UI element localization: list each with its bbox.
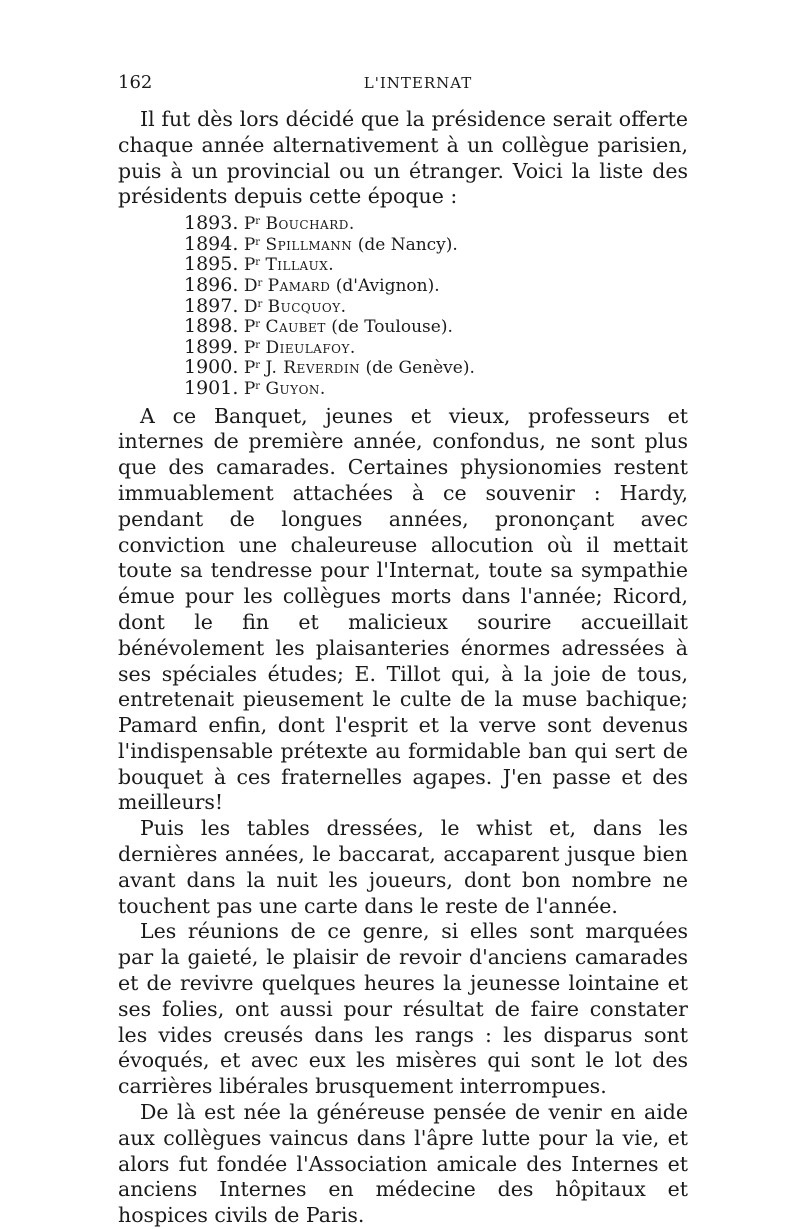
list-item: 1895. $P^r$ Tillaux. [184, 253, 334, 276]
running-title: L'INTERNAT [363, 74, 473, 92]
list-item: 1894. $P^r$ Spillmann (de Nancy). [184, 232, 458, 255]
list-item: 1897. $D^r$ Bucquoy. [184, 294, 347, 317]
page-number: 162 [118, 72, 153, 93]
paragraph-reunions: Les réunions de ce genre, si elles sont marquées par la gaieté, le plaisir de revoir d'anciens camarades et de revivre quelques heures la jeunesse lointaine et ses folies, ont aussi pour résultat de faire constater les vides creusés dans les rangs : les disparus sont évoqués, et avec eux les misères qui sont le lot des carrières libérales brusquement interrompues. [118, 919, 688, 1099]
paragraph-games: Puis les tables dressées, le whist et, dans les dernières années, le baccarat, accaparent jusque bien avant dans la nuit les joueurs, dont bon nombre ne touchent pas une carte dans le reste de l'année. [118, 816, 688, 918]
paragraph-association: De là est née la généreuse pensée de venir en aide aux collègues vaincus dans l'âpre lutte pour la vie, et alors fut fondée l'Association amicale des Internes et anciens Internes en médecine des hôpitaux et hospices civils de Paris. [118, 1100, 688, 1228]
list-item: 1901. $P^r$ Guyon. [184, 376, 326, 399]
list-item: 1898. $P^r$ Caubet (de Toulouse). [184, 315, 453, 338]
list-item: 1899. $P^r$ Dieulafoy. [184, 335, 356, 358]
list-item: 1896. $D^r$ Pamard (d'Avignon). [184, 273, 440, 296]
paragraph-banquet: A ce Banquet, jeunes et vieux, professeurs et internes de première année, confondus, ne sont plus que des camarades. Certaines physionomies restent immuablement attachées à ce souvenir : Hardy, pendant de longues années, prononçant avec conviction une chaleureuse allocution où il mettait toute sa tendresse pour l'Internat, toute sa sympathie émue pour les collègues morts dans l'année; Ricord, dont le fin et malicieux sourire accueillait bénévolement les plaisanteries énormes adressées à ses spéciales études; E. Tillot qui, à la joie de tous, entretenait pieusement le culte de la muse bachique; Pamard enfin, dont l'esprit et la verve sont devenus l'indispensable prétexte au formidable ban qui sert de bouquet à ces fraternelles agapes. J'en passe et des meilleurs! [118, 403, 688, 815]
body-text [118, 107, 688, 1229]
paragraph-intro: Il fut dès lors décidé que la présidence serait offerte chaque année alternativement à un collègue parisien, puis à un provincial ou un étranger. Voici la liste des présidents depuis cette époque : [118, 107, 688, 209]
list-item: 1900. $P^r$ J. Reverdin (de Genève). [184, 356, 475, 379]
list-item: 1893. $P^r$ Bouchard. [184, 212, 355, 235]
page-header [118, 72, 718, 96]
presidents-list [184, 212, 688, 397]
